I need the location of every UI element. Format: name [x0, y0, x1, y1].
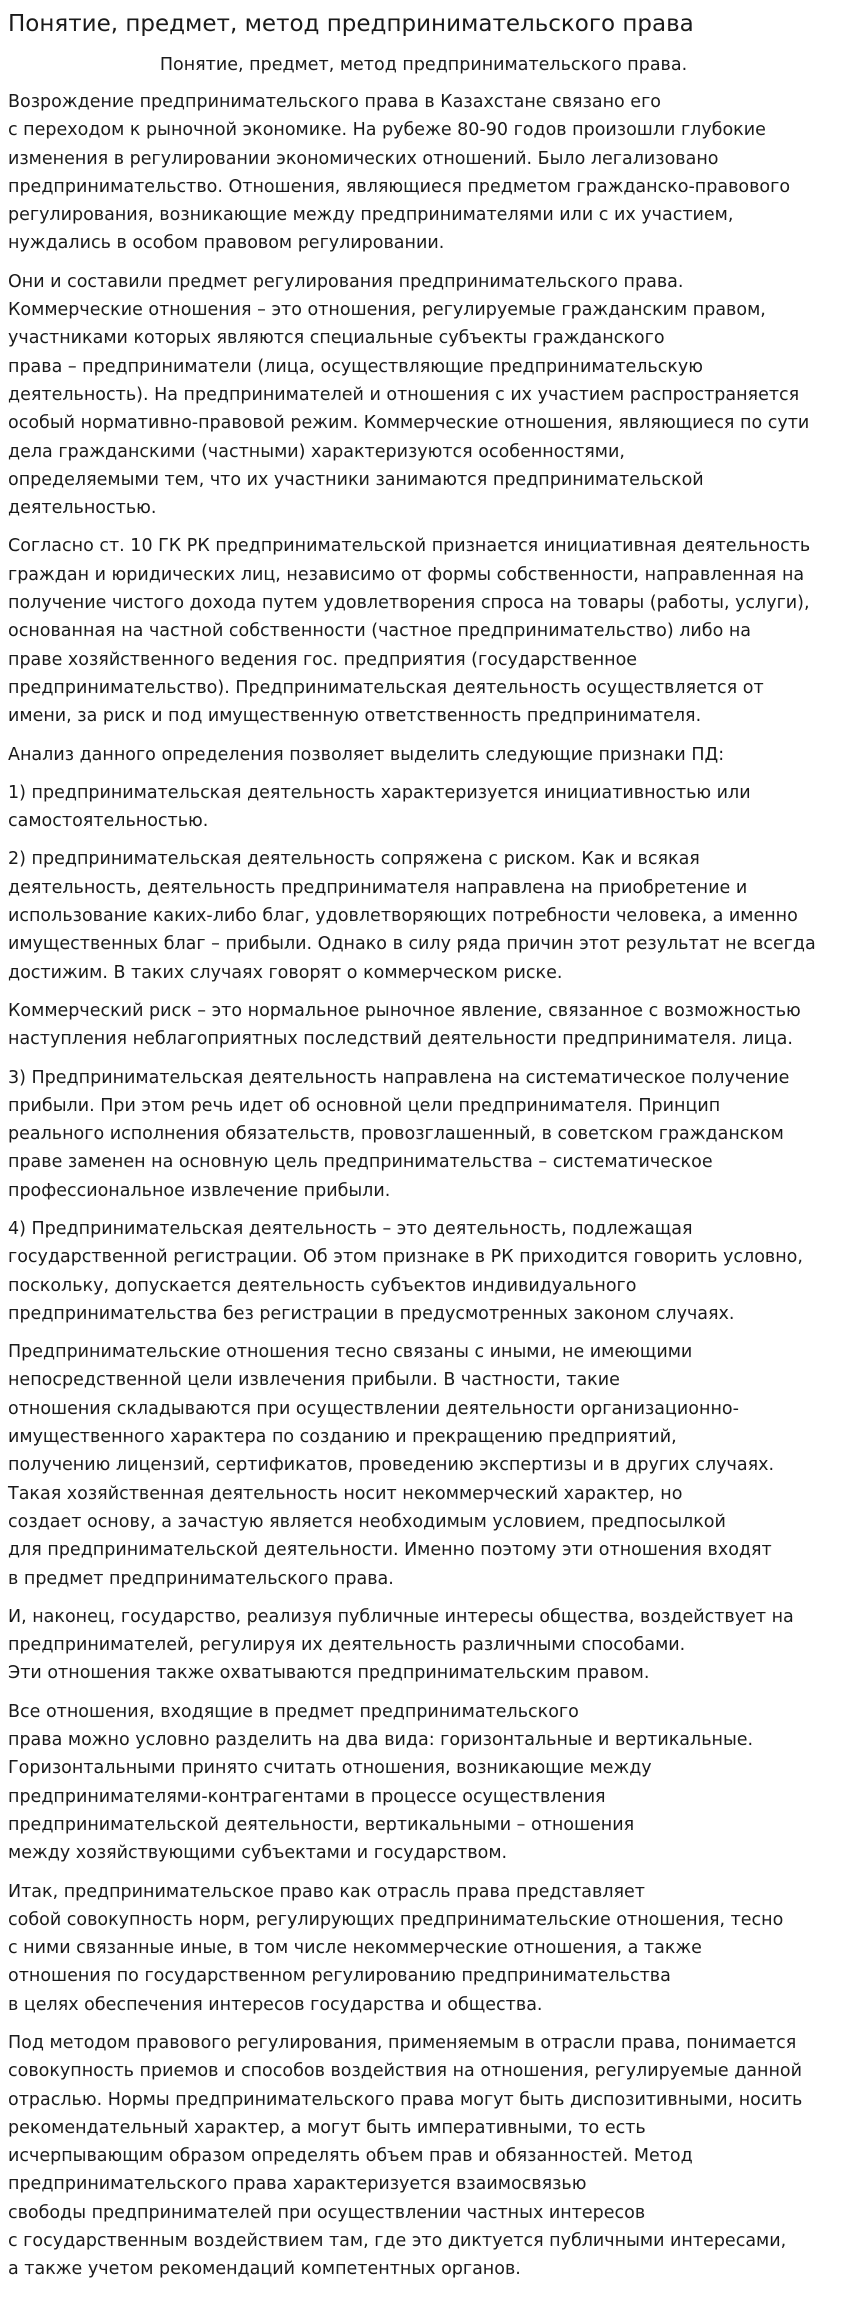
paragraph: И, наконец, государство, реализуя публичные интересы общества, воздействует на предпринимателей, регулируя их деятельность различными способами. Эти отношения также охватываются предпринимательским правом.	[8, 1606, 794, 1684]
list-item: 4) Предпринимательская деятельность – это деятельность, подлежащая государственной регистрации. Об этом признаке в РК приходится говорить условно, поскольку, допускается деятельность субъектов индивидуального предпринимательства без регистрации в предусмотренных законом случаях.	[8, 1218, 803, 1324]
document-body	[8, 88, 839, 2284]
paragraph: Коммерческий риск – это нормальное рыночное явление, связанное с возможностью наступления неблагоприятных последствий деятельности предпринимателя. лица.	[8, 1000, 801, 1050]
list-item: 1) предпринимательская деятельность характеризуется инициативностью или самостоятельностью.	[8, 782, 751, 832]
list-item: 3) Предпринимательская деятельность направлена на систематическое получение прибыли. При этом речь идет об основной цели предпринимателя. Принцип реального исполнения обязательств, провозглашенный, в советском гражданском праве заменен на основную цель предпринимательства – систематическое профессиональное извлечение прибыли.	[8, 1067, 790, 1201]
paragraph: Итак, предпринимательское право как отрасль права представляет собой совокупность норм, регулирующих предпринимательские отношения, тесно с ними связанные иные, в том числе некоммерческие отношения, а также отношения по государственном регулированию предпринимательства в целях обеспечения интересов государства и общества.	[8, 1881, 784, 2015]
paragraph: Согласно ст. 10 ГК РК предпринимательской признается инициативная деятельность граждан и юридических лиц, независимо от формы собственности, направленная на получение чистого дохода путем удовлетворения спроса на товары (работы, услуги), основанная на частной собственности (частное предпринимательство) либо на праве хозяйственного ведения гос. предприятия (государственное предпринимательство). Предпринимательская деятельность осуществляется от имени, за риск и под имущественную ответственность предпринимателя.	[8, 536, 811, 727]
page-title: Понятие, предмет, метод предпринимательского права	[8, 11, 694, 37]
document-subtitle: Понятие, предмет, метод предпринимательского права.	[159, 55, 688, 75]
paragraph: Они и составили предмет регулирования предпринимательского права. Коммерческие отношения – это отношения, регулируемые гражданским правом, участниками которых являются специальные субъекты гражданского права – предприниматели (лица, осуществляющие предпринимательскую деятельность). На предпринимателей и отношения с их участием распространяется особый нормативно-правовой режим. Коммерческие отношения, являющиеся по сути дела гражданскими (частными) характеризуются особенностями, определяемыми тем, что их участники занимаются предпринимательской деятельностью.	[8, 271, 810, 519]
list-item: 2) предпринимательская деятельность сопряжена с риском. Как и всякая деятельность, деятельность предпринимателя направлена на приобретение и использование каких-либо благ, удовлетворяющих потребности человека, а именно имущественных благ – прибыли. Однако в силу ряда причин этот результат не всегда достижим. В таких случаях говорят о коммерческом риске.	[8, 849, 816, 983]
paragraph: Возрождение предпринимательского права в Казахстане связано его с переходом к рыночной экономике. На рубеже 80-90 годов произошли глубокие изменения в регулировании экономических отношений. Было легализовано предпринимательство. Отношения, являющиеся предметом гражданско-правового регулирования, возникающие между предпринимателями или с их участием, нуждались в особом правовом регулировании.	[8, 92, 791, 254]
paragraph: Все отношения, входящие в предмет предпринимательского права можно условно разделить на два вида: горизонтальные и вертикальные. Горизонтальными принято считать отношения, возникающие между предпринимателями-контрагентами в процессе осуществления предпринимательской деятельности, вертикальными – отношения между хозяйствующими субъектами и государством.	[8, 1701, 754, 1864]
paragraph: Предпринимательские отношения тесно связаны с иными, не имеющими непосредственной цели извлечения прибыли. В частности, такие отношения складываются при осуществлении деятельности организационно- имущественного характера по созданию и прекращению предприятий, получению лицензий, сертификатов, проведению экспертизы и в других случаях. Такая хозяйственная деятельность носит некоммерческий характер, но создает основу, а зачастую является необходимым условием, предпосылкой для предпринимательской деятельности. Именно поэтому эти отношения входят в предмет предпринимательского права.	[8, 1342, 775, 1589]
paragraph: Анализ данного определения позволяет выделить следующие признаки ПД:	[8, 744, 725, 765]
paragraph: Под методом правового регулирования, применяемым в отрасли права, понимается совокупность приемов и способов воздействия на отношения, регулируемые данной отраслью. Нормы предпринимательского права могут быть диспозитивными, носить рекомендательный характер, а могут быть императивными, то есть исчерпывающим образом определять объем прав и обязанностей. Метод предпринимательского права характеризуется взаимосвязью свободы предпринимателей при осуществлении частных интересов с государственным воздействием там, где это диктуется публичными интересами, а также учетом рекомендаций компетентных органов.	[8, 2033, 803, 2280]
